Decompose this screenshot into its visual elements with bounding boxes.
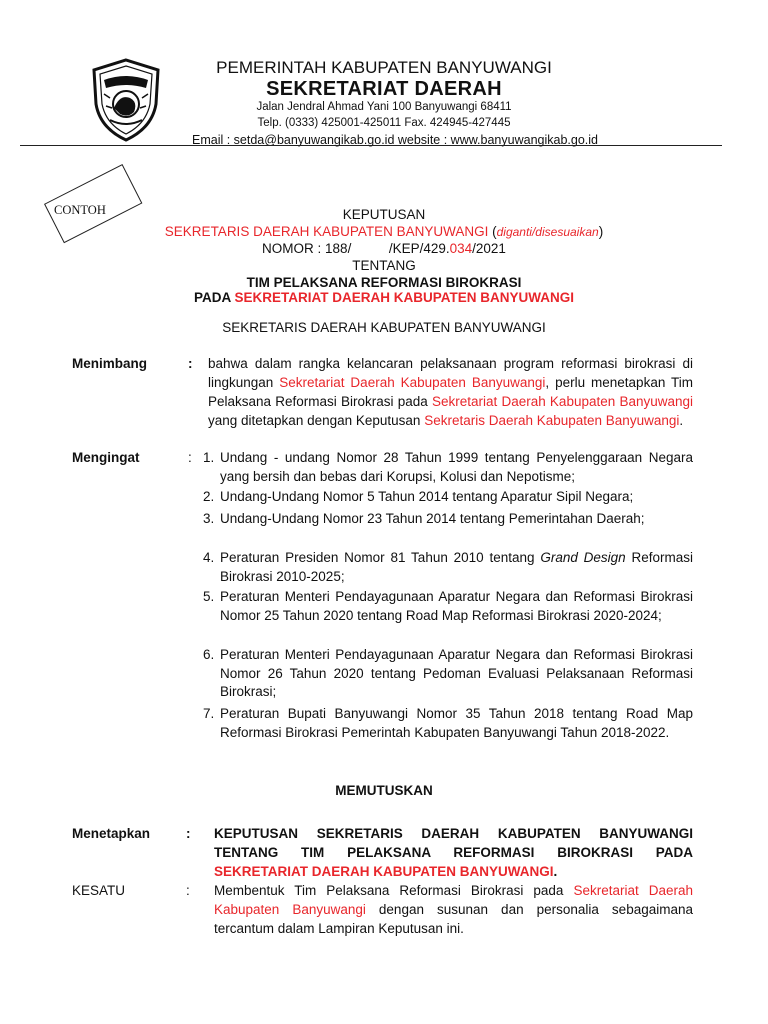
mengingat-item-1: 1. Undang - undang Nomor 28 Tahun 1999 tentang Penyelenggaraan Negara yang bersih dan bebas dari Korupsi, Kolusi dan Nepotisme;	[203, 450, 693, 484]
mengingat-item-3: 3. Undang-Undang Nomor 23 Tahun 2014 tentang Pemerintahan Daerah;	[203, 511, 645, 526]
letterhead-office: SEKRETARIAT DAERAH	[266, 78, 502, 100]
mengingat-item-7: 7. Peraturan Bupati Banyuwangi Nomor 35 Tahun 2018 tentang Road Map Reformasi Birokrasi Pemerintah Kabupaten Banyuwangi Tahun 2018-2022.	[203, 706, 693, 740]
title-issuer: SEKRETARIS DAERAH KABUPATEN BANYUWANGI (diganti/disesuaikan)	[164, 224, 604, 239]
menimbang-colon: :	[188, 356, 193, 371]
menetapkan-text: KEPUTUSAN SEKRETARIS DAERAH KABUPATEN BANYUWANGI TENTANG TIM PELAKSANA REFORMASI BIROKRASI PADA SEKRETARIAT DAERAH KABUPATEN BANYUWANGI.	[214, 826, 693, 879]
menetapkan-colon: :	[186, 826, 191, 841]
title-subject-line2: PADA SEKRETARIAT DAERAH KABUPATEN BANYUWANGI	[194, 290, 574, 305]
menetapkan-label: Menetapkan	[72, 826, 151, 841]
memutuskan-heading: MEMUTUSKAN	[335, 783, 433, 798]
banyuwangi-coat-of-arms-logo	[90, 58, 162, 142]
menimbang-text: bahwa dalam rangka kelancaran pelaksanaan program reformasi birokrasi di lingkungan Sekretariat Daerah Kabupaten Banyuwangi, perlu menetapkan Tim Pelaksana Reformasi Birokrasi pada Sekretariat Daerah Kabupaten Banyuwangi yang ditetapkan dengan Keputusan Sekretaris Daerah Kabupaten Banyuwangi.	[208, 356, 694, 428]
mengingat-colon: :	[188, 450, 192, 465]
menimbang-label: Menimbang	[72, 356, 148, 371]
letterhead-government: PEMERINTAH KABUPATEN BANYUWANGI	[216, 58, 552, 77]
kesatu-label: KESATU	[72, 883, 126, 898]
mengingat-label: Mengingat	[72, 450, 140, 465]
letterhead-address: Jalan Jendral Ahmad Yani 100 Banyuwangi 68411	[256, 101, 512, 113]
mengingat-item-2: 2. Undang-Undang Nomor 5 Tahun 2014 tentang Aparatur Sipil Negara;	[203, 489, 634, 504]
title-subject-line1: TIM PELAKSANA REFORMASI BIROKRASI	[246, 275, 522, 290]
letterhead-phone: Telp. (0333) 425001-425011 Fax. 424945-427445	[257, 117, 511, 129]
title-nomor: NOMOR : 188/ /KEP/429.034/2021	[262, 241, 506, 256]
letterhead-divider	[20, 145, 722, 146]
title-tentang: TENTANG	[352, 258, 416, 273]
mengingat-item-4: 4. Peraturan Presiden Nomor 81 Tahun 2010 tentang Grand Design Reformasi Birokrasi 2010-2025;	[203, 550, 694, 584]
letterhead-email: Email : setda@banyuwangikab.go.id website : www.banyuwangikab.go.id	[192, 133, 598, 147]
mengingat-item-5: 5. Peraturan Menteri Pendayagunaan Aparatur Negara dan Reformasi Birokrasi Nomor 25 Tahun 2020 tentang Road Map Reformasi Birokrasi 2020-2024;	[203, 589, 693, 623]
contoh-stamp-label: CONTOH	[54, 203, 106, 217]
title-keputusan: KEPUTUSAN	[342, 207, 426, 222]
kesatu-text: Membentuk Tim Pelaksana Reformasi Birokrasi pada Sekretariat Daerah Kabupaten Banyuwangi dengan susunan dan personalia sebagaimana tercantum dalam Lampiran Keputusan ini.	[214, 883, 694, 936]
title-signatory: SEKRETARIS DAERAH KABUPATEN BANYUWANGI	[222, 320, 546, 335]
kesatu-colon: :	[186, 883, 190, 898]
mengingat-item-6: 6. Peraturan Menteri Pendayagunaan Aparatur Negara dan Reformasi Birokrasi Nomor 26 Tahun 2020 tentang Pedoman Evaluasi Pelaksanaan Reformasi Birokrasi;	[203, 647, 693, 699]
